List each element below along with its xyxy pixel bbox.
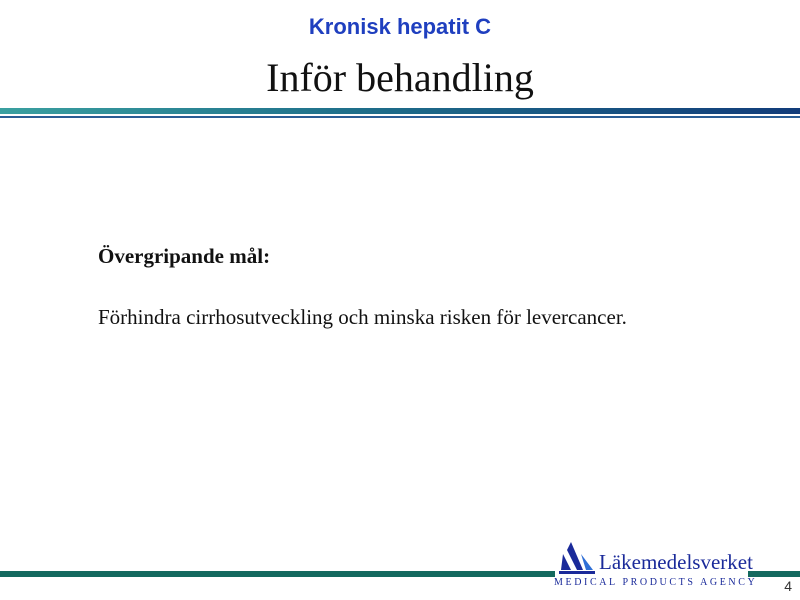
slide-kicker: Kronisk hepatit C <box>308 14 492 39</box>
header-divider-band <box>0 108 800 114</box>
agency-logo <box>553 540 758 592</box>
header-divider-line <box>0 116 800 118</box>
logo-tagline: MEDICAL PRODUCTS AGENCY <box>554 577 758 588</box>
footer-divider-left <box>0 571 555 577</box>
goal-heading: Övergripande mål: <box>98 244 271 268</box>
logo-name: Läkemedelsverket <box>599 550 753 574</box>
header-divider <box>0 108 800 118</box>
goal-text: Förhindra cirrhosutveckling och minska risken för levercancer. <box>98 305 627 329</box>
page-number: 4 <box>784 578 792 594</box>
slide-title: Inför behandling <box>266 55 534 100</box>
lakemedelsverket-logo-icon <box>557 540 597 576</box>
